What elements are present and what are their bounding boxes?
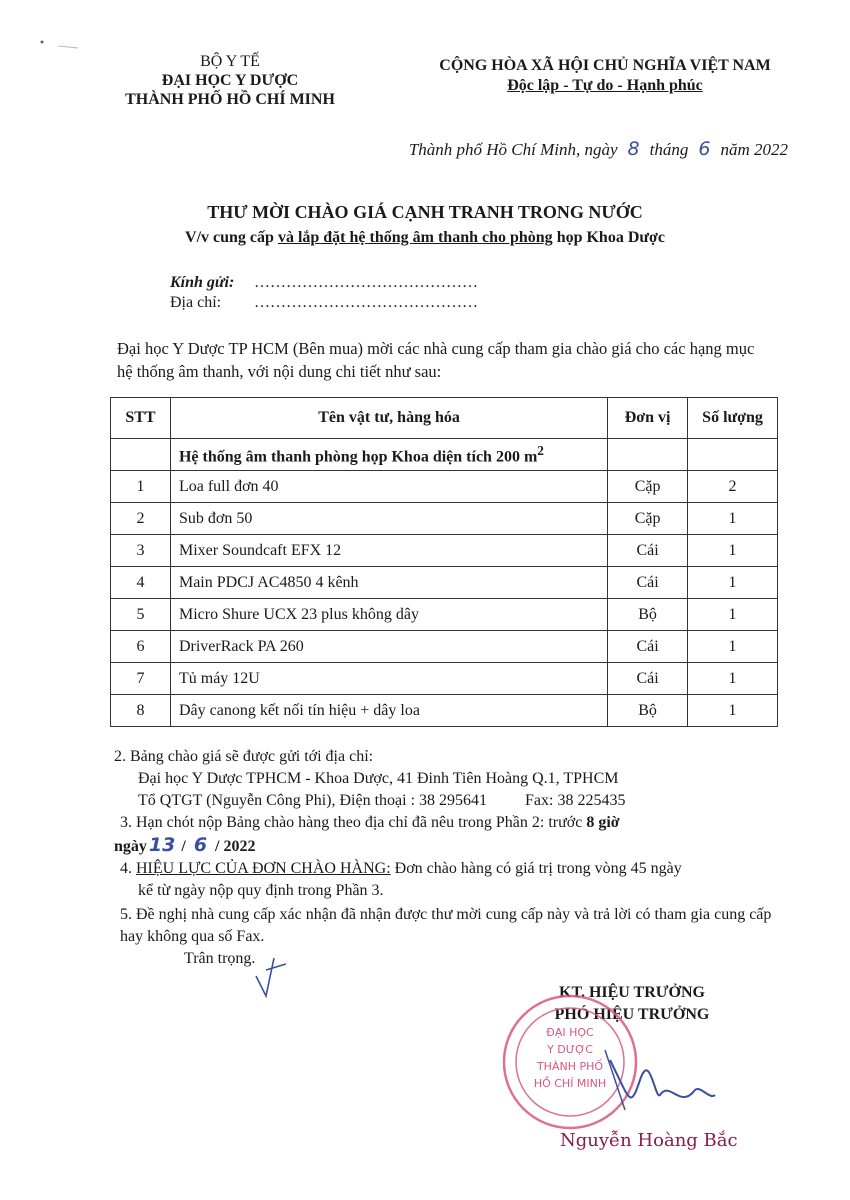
items-table — [110, 397, 778, 727]
row-unit: Cái — [608, 535, 688, 567]
closing: Trân trọng. — [184, 950, 256, 967]
university-city: THÀNH PHỐ HỒ CHÍ MINH — [125, 91, 335, 108]
row-name: Dây canong kết nối tín hiệu + dây loa — [170, 695, 607, 727]
national-motto: Độc lập - Tự do - Hạnh phúc — [507, 77, 703, 94]
row-qty: 1 — [688, 599, 778, 631]
initial-mark — [252, 950, 292, 1000]
note-4: 4. HIỆU LỰC CỦA ĐƠN CHÀO HÀNG: Đơn chào hàng có giá trị trong vòng 45 ngày — [120, 860, 682, 877]
to-label: Kính gửi: — [170, 274, 235, 291]
handwritten-day: 8 — [627, 138, 640, 160]
row-unit: Bộ — [608, 695, 688, 727]
row-qty: 1 — [688, 695, 778, 727]
table-row — [111, 663, 778, 695]
notes-section — [114, 746, 794, 970]
country-name: CỘNG HÒA XÃ HỘI CHỦ NGHĨA VIỆT NAM — [439, 57, 771, 74]
row-name: Micro Shure UCX 23 plus không dây — [170, 599, 607, 631]
row-name: Sub đơn 50 — [170, 503, 607, 535]
stamp-text: THÀNH PHỐ — [536, 1060, 604, 1073]
ministry-name: BỘ Y TẾ — [200, 53, 260, 70]
handwritten-signature — [600, 1040, 720, 1120]
table-row — [111, 471, 778, 503]
row-name: Main PDCJ AC4850 4 kênh — [170, 567, 607, 599]
row-unit: Cái — [608, 663, 688, 695]
note-2-title: 2. Bảng chào giá sẽ được gửi tới địa chỉ: — [114, 748, 374, 765]
note-4-line2: kể từ ngày nộp quy định trong Phần 3. — [138, 882, 384, 899]
stamp-text: ĐẠI HỌC — [546, 1026, 594, 1039]
addressee-block — [170, 273, 478, 313]
row-qty: 1 — [688, 535, 778, 567]
row-unit: Cái — [608, 631, 688, 663]
note-2-address: Đại học Y Dược TPHCM - Khoa Dược, 41 Đinh Tiên Hoàng Q.1, TPHCM — [138, 770, 619, 787]
table-row — [111, 567, 778, 599]
header-unit: Đơn vị — [608, 398, 688, 439]
header-stt: STT — [111, 398, 171, 439]
row-name: Mixer Soundcaft EFX 12 — [170, 535, 607, 567]
header-qty: Số lượng — [688, 398, 778, 439]
row-stt: 7 — [111, 663, 171, 695]
header-name: Tên vật tư, hàng hóa — [170, 398, 607, 439]
group-title: Hệ thống âm thanh phòng họp Khoa diện tích 200 $m^2$ — [170, 439, 607, 471]
row-stt: 6 — [111, 631, 171, 663]
document-title: THƯ MỜI CHÀO GIÁ CẠNH TRANH TRONG NƯỚC — [207, 202, 643, 222]
issuer-block — [120, 52, 340, 109]
note-2-contact: Tổ QTGT (Nguyễn Công Phi), Điện thoại : 38 295641 Fax: 38 225435 — [138, 792, 626, 809]
row-stt: 5 — [111, 599, 171, 631]
signature-title: KT. HIỆU TRƯỞNG PHÓ HIỆU TRƯỞNG — [554, 984, 710, 1023]
note-3: 3. Hạn chót nộp Bảng chào hàng theo địa chỉ đã nêu trong Phần 2: trước 8 giờ — [120, 814, 620, 831]
row-name: DriverRack PA 260 — [170, 631, 607, 663]
note-3-deadline: ngày 13 / 6 / 2022 — [114, 834, 256, 856]
row-qty: 2 — [688, 471, 778, 503]
row-name: Tủ máy 12U — [170, 663, 607, 695]
row-unit: Cái — [608, 567, 688, 599]
table-row — [111, 631, 778, 663]
handwritten-month: 6 — [698, 138, 711, 160]
stamp-text: HỒ CHÍ MINH — [533, 1077, 607, 1090]
national-header — [420, 56, 790, 96]
row-name: Loa full đơn 40 — [170, 471, 607, 503]
row-qty: 1 — [688, 631, 778, 663]
row-stt: 8 — [111, 695, 171, 727]
row-stt: 2 — [111, 503, 171, 535]
address-label: Địa chỉ: — [170, 294, 222, 311]
intro-paragraph: Đại học Y Dược TP HCM (Bên mua) mời các nhà cung cấp tham gia chào giá cho các hạng mục hệ thống âm thanh, với nội dung chi tiết như sau: — [117, 339, 755, 381]
date-line: Thành phố Hồ Chí Minh, ngày 8 tháng 6 năm 2022 — [408, 138, 788, 160]
address-value: …………………………………… — [254, 294, 478, 311]
row-unit: Cặp — [608, 503, 688, 535]
table-row — [111, 695, 778, 727]
row-unit: Bộ — [608, 599, 688, 631]
row-unit: Cặp — [608, 471, 688, 503]
document-subtitle: V/v cung cấp và lắp đặt hệ thống âm thanh cho phòng họp Khoa Dược — [185, 229, 665, 246]
note-5: 5. Đề nghị nhà cung cấp xác nhận đã nhận được thư mời cung cấp này và trả lời có tham gia cung cấp hay không qua số Fax. — [120, 906, 772, 945]
row-stt: 4 — [111, 567, 171, 599]
table-row — [111, 503, 778, 535]
signatory-name: Nguyễn Hoàng Bắc — [560, 1130, 738, 1151]
group-row — [111, 439, 778, 471]
row-qty: 1 — [688, 503, 778, 535]
university-name: ĐẠI HỌC Y DƯỢC — [161, 72, 299, 89]
to-value: …………………………………… — [254, 274, 478, 291]
table-row — [111, 535, 778, 567]
table-header-row — [111, 398, 778, 439]
row-stt: 1 — [111, 471, 171, 503]
row-stt: 3 — [111, 535, 171, 567]
row-qty: 1 — [688, 567, 778, 599]
scan-artifact — [38, 38, 88, 58]
stamp-text: Y DƯỢC — [547, 1043, 593, 1056]
table-row — [111, 599, 778, 631]
row-qty: 1 — [688, 663, 778, 695]
fax-number: Fax: 38 225435 — [525, 792, 626, 809]
